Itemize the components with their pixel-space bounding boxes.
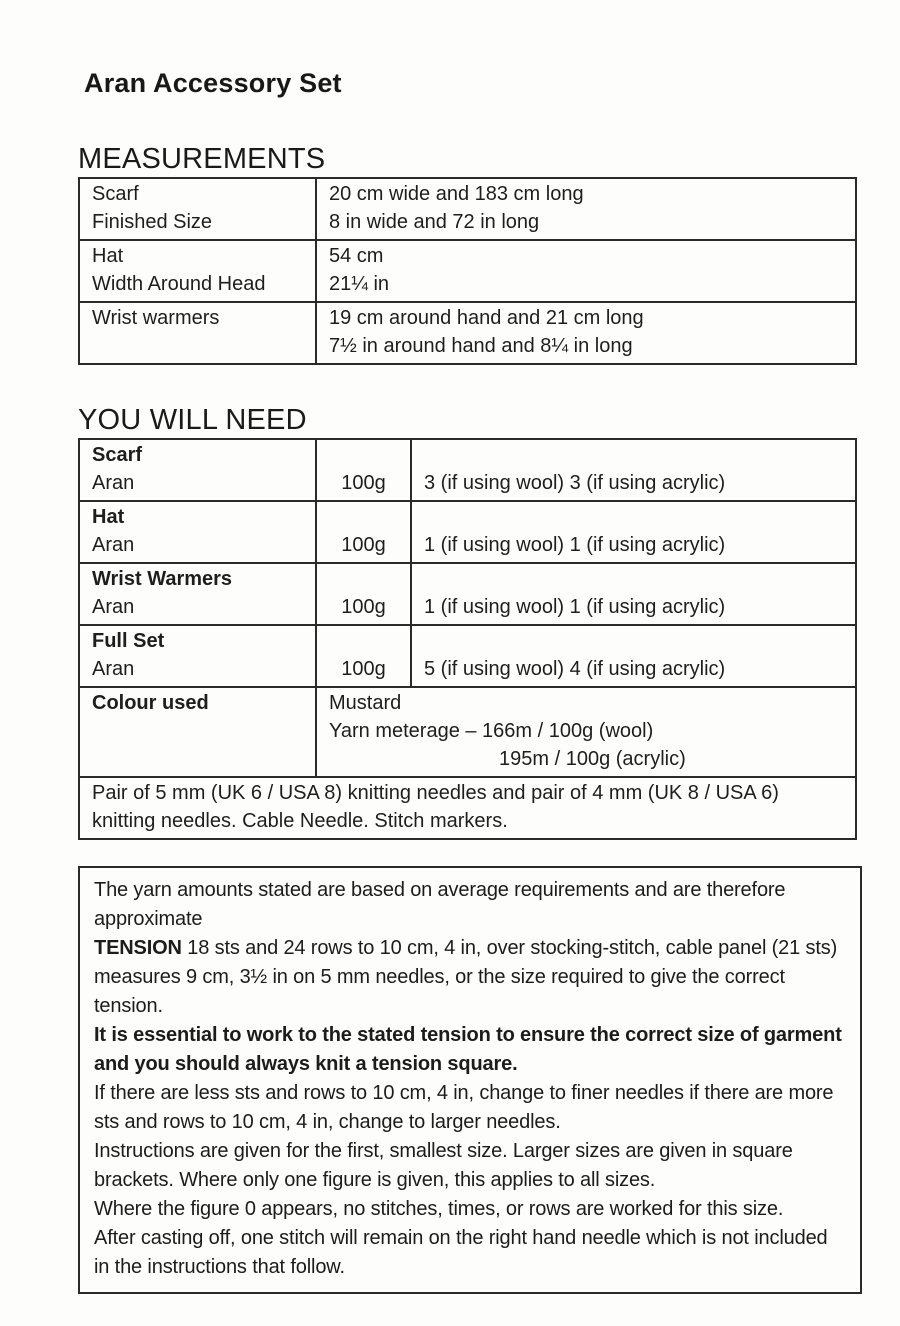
- measurement-value-cell: [316, 240, 856, 302]
- measurement-value-cell: [316, 302, 856, 364]
- note-paragraph: [94, 1224, 846, 1282]
- yarn-type: Aran: [92, 472, 135, 494]
- table-row: [79, 178, 856, 240]
- table-row: [79, 439, 856, 501]
- yarn-meterage-acrylic: 195m / 100g (acrylic): [499, 748, 686, 770]
- note-text: Where the figure 0 appears, no stitches, times, or rows are worked for this size.: [94, 1198, 784, 1220]
- measurement-item-line: Finished Size: [92, 211, 213, 233]
- note-paragraph: [94, 1195, 846, 1224]
- measurement-item-cell: [79, 302, 316, 364]
- yarn-type: Aran: [92, 658, 135, 680]
- measurement-value-line: 21¼ in: [329, 273, 390, 295]
- measurement-item-line: Width Around Head: [92, 273, 266, 295]
- measurement-item-cell: [79, 240, 316, 302]
- page-title: Aran Accessory Set: [84, 68, 342, 98]
- colour-name: Mustard: [329, 692, 402, 714]
- measurements-heading: MEASUREMENTS: [78, 143, 326, 175]
- colour-used-label: Colour used: [92, 692, 209, 714]
- measurement-value-line: 20 cm wide and 183 cm long: [329, 183, 584, 205]
- table-row: [79, 777, 856, 839]
- note-paragraph: [94, 876, 846, 934]
- note-text: After casting off, one stitch will remain on the right hand needle which is not included in the instructions that follow.: [94, 1227, 828, 1278]
- note-paragraph: [94, 1137, 846, 1195]
- yarn-item-name: Wrist Warmers: [92, 568, 233, 590]
- measurement-item-cell: [79, 178, 316, 240]
- table-row: [79, 687, 856, 777]
- note-paragraph: [94, 1021, 846, 1079]
- measurement-value-line: 7½ in around hand and 8¼ in long: [329, 335, 633, 357]
- note-text: 18 sts and 24 rows to 10 cm, 4 in, over stocking-stitch, cable panel (21 sts) measures 9 cm, 3½ in on 5 mm needles, or the size required to give the correct tension.: [94, 937, 838, 1017]
- note-text: The yarn amounts stated are based on average requirements and are therefore approximate: [94, 879, 786, 930]
- note-paragraph: [94, 934, 846, 1021]
- note-bold-lead: It is essential to work to the stated tension to ensure the correct size of garment and you should always knit a tension square.: [94, 1024, 842, 1075]
- you-will-need-heading: YOU WILL NEED: [78, 404, 307, 436]
- measurement-value-cell: [316, 178, 856, 240]
- yarn-weight-cell: 100g: [316, 563, 411, 625]
- yarn-meterage-wool: Yarn meterage – 166m / 100g (wool): [329, 720, 654, 742]
- measurement-item-line: Scarf: [92, 183, 139, 205]
- table-row: [79, 501, 856, 563]
- yarn-weight-cell: 100g: [316, 625, 411, 687]
- yarn-quantity-cell: 5 (if using wool) 4 (if using acrylic): [411, 625, 856, 687]
- measurements-table: [78, 177, 857, 365]
- yarn-item-cell: [79, 439, 316, 501]
- table-row: [79, 625, 856, 687]
- measurement-value-line: 19 cm around hand and 21 cm long: [329, 307, 644, 329]
- yarn-item-name: Hat: [92, 506, 125, 528]
- table-row: [79, 240, 856, 302]
- yarn-item-name: Scarf: [92, 444, 143, 466]
- measurement-item-line: Hat: [92, 245, 124, 267]
- yarn-weight-cell: 100g: [316, 439, 411, 501]
- needles-note-cell: Pair of 5 mm (UK 6 / USA 8) knitting needles and pair of 4 mm (UK 8 / USA 6) knitting needles. Cable Needle. Stitch markers.: [79, 777, 856, 839]
- you-will-need-table: [78, 438, 857, 840]
- colour-used-value-cell: [316, 687, 856, 777]
- note-text: If there are less sts and rows to 10 cm, 4 in, change to finer needles if there are more sts and rows to 10 cm, 4 in, change to larger needles.: [94, 1082, 834, 1133]
- notes-box: [78, 866, 862, 1294]
- yarn-item-cell: [79, 563, 316, 625]
- yarn-type: Aran: [92, 534, 135, 556]
- yarn-item-cell: [79, 501, 316, 563]
- yarn-quantity-cell: 3 (if using wool) 3 (if using acrylic): [411, 439, 856, 501]
- note-paragraph: [94, 1079, 846, 1137]
- yarn-weight-cell: 100g: [316, 501, 411, 563]
- measurement-item-line: Wrist warmers: [92, 307, 220, 329]
- table-row: [79, 563, 856, 625]
- yarn-quantity-cell: 1 (if using wool) 1 (if using acrylic): [411, 501, 856, 563]
- colour-used-label-cell: [79, 687, 316, 777]
- yarn-item-cell: [79, 625, 316, 687]
- measurement-value-line: 54 cm: [329, 245, 384, 267]
- yarn-quantity-cell: 1 (if using wool) 1 (if using acrylic): [411, 563, 856, 625]
- note-bold-lead: TENSION: [94, 937, 182, 959]
- yarn-item-name: Full Set: [92, 630, 165, 652]
- note-text: Instructions are given for the first, smallest size. Larger sizes are given in square brackets. Where only one figure is given, this applies to all sizes.: [94, 1140, 793, 1191]
- yarn-type: Aran: [92, 596, 135, 618]
- measurement-value-line: 8 in wide and 72 in long: [329, 211, 540, 233]
- table-row: [79, 302, 856, 364]
